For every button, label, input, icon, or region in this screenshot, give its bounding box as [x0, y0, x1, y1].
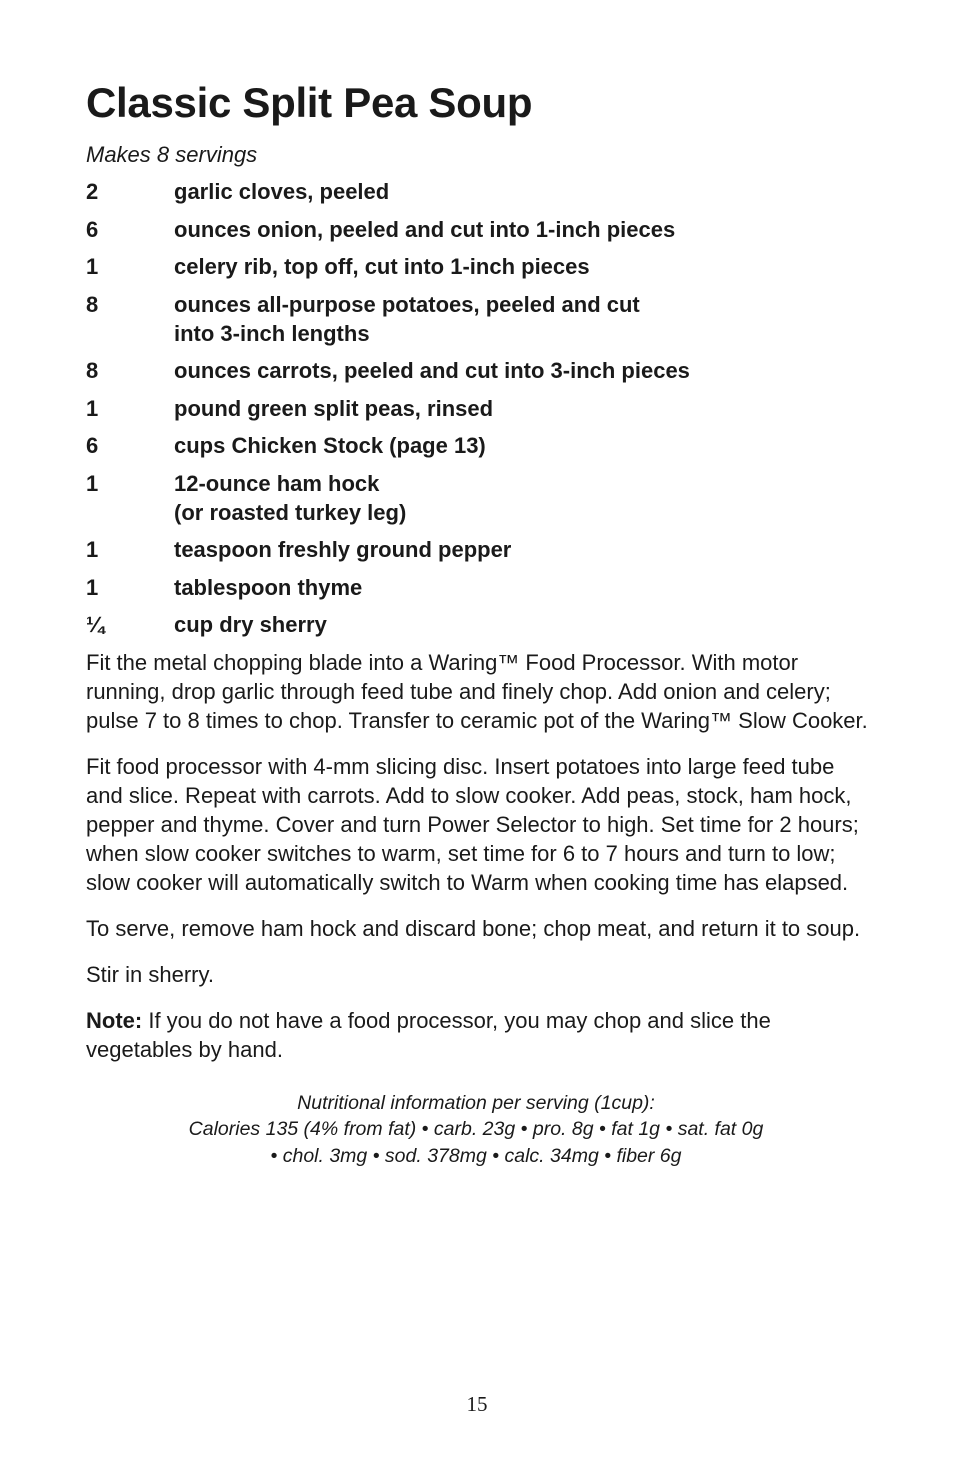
ingredient-description: ounces carrots, peeled and cut into 3-inch pieces [174, 358, 690, 383]
nutrition-info [86, 1090, 866, 1170]
ingredient-description: tablespoon thyme [174, 574, 363, 600]
nutrition-heading: Nutritional information per serving (1cup): [297, 1091, 655, 1114]
ingredient-item [86, 394, 876, 423]
ingredient-item [86, 252, 876, 281]
ingredient-item [86, 610, 876, 639]
ingredient-list [86, 177, 876, 639]
recipe-title: Classic Split Pea Soup [86, 79, 533, 126]
ingredient-description: garlic cloves, peeled [174, 179, 390, 204]
ingredient-item [86, 431, 876, 460]
nutrition-line: Calories 135 (4% from fat) • carb. 23g • pro. 8g • fat 1g • sat. fat 0g [188, 1118, 764, 1140]
ingredient-quantity: 6 [86, 216, 99, 242]
ingredient-description: cups Chicken Stock (page 13) [174, 433, 486, 458]
ingredient-quantity: 8 [86, 291, 99, 317]
ingredient-description: 12-ounce ham hock (or roasted turkey leg) [174, 470, 407, 525]
ingredient-item [86, 469, 876, 527]
recipe-note [86, 1006, 876, 1064]
ingredient-quantity: ¼ [86, 612, 105, 637]
recipe-yield: Makes 8 servings [86, 142, 258, 167]
recipe-page [86, 78, 876, 1169]
page-number: 15 [466, 1392, 488, 1416]
ingredient-item [86, 535, 876, 564]
ingredient-item [86, 177, 876, 206]
ingredient-quantity: 1 [86, 537, 99, 562]
direction-step: Fit the metal chopping blade into a Waring™ Food Processor. With motor running, drop garlic through feed tube and finely chop. Add onion and celery; pulse 7 to 8 times to chop. Transfer to ceramic pot of the Waring™ Slow Cooker. [86, 649, 868, 733]
nutrition-line: • chol. 3mg • sod. 378mg • calc. 34mg • fiber 6g [270, 1144, 682, 1167]
ingredient-description: ounces all-purpose potatoes, peeled and cut into 3-inch lengths [174, 291, 640, 346]
ingredient-item [86, 215, 876, 244]
ingredient-description: celery rib, top off, cut into 1-inch pieces [174, 254, 590, 279]
ingredient-description: teaspoon freshly ground pepper [174, 537, 512, 562]
direction-step: To serve, remove ham hock and discard bone; chop meat, and return it to soup. [86, 915, 861, 941]
note-label: Note: [86, 1007, 143, 1033]
ingredient-quantity: 6 [86, 433, 99, 458]
ingredient-quantity: 8 [86, 358, 99, 383]
ingredient-quantity: 1 [86, 470, 99, 496]
ingredient-description: pound green split peas, rinsed [174, 395, 494, 421]
direction-step: Stir in sherry. [86, 961, 214, 987]
ingredient-quantity: 1 [86, 254, 99, 279]
ingredient-quantity: 2 [86, 179, 99, 204]
ingredient-description: cup dry sherry [174, 612, 327, 637]
ingredient-item [86, 356, 876, 385]
ingredient-item [86, 573, 876, 602]
directions [86, 648, 876, 1064]
ingredient-item [86, 290, 876, 348]
ingredient-description: ounces onion, peeled and cut into 1-inch pieces [174, 216, 676, 242]
ingredient-quantity: 1 [86, 395, 99, 421]
direction-step: Fit food processor with 4-mm slicing disc. Insert potatoes into large feed tube and slice. Repeat with carrots. Add to slow cooker. Add peas, stock, ham hock, pepper and thyme. Cover and turn Power Selector to high. Set time for 2 hours; when slow cooker switches to warm, set time for 6 to 7 hours and turn to low; slow cooker will automatically switch to Warm when cooking time has elapsed. [86, 753, 859, 895]
note-text: If you do not have a food processor, you may chop and slice the vegetables by hand. [86, 1007, 771, 1062]
ingredient-quantity: 1 [86, 574, 99, 600]
